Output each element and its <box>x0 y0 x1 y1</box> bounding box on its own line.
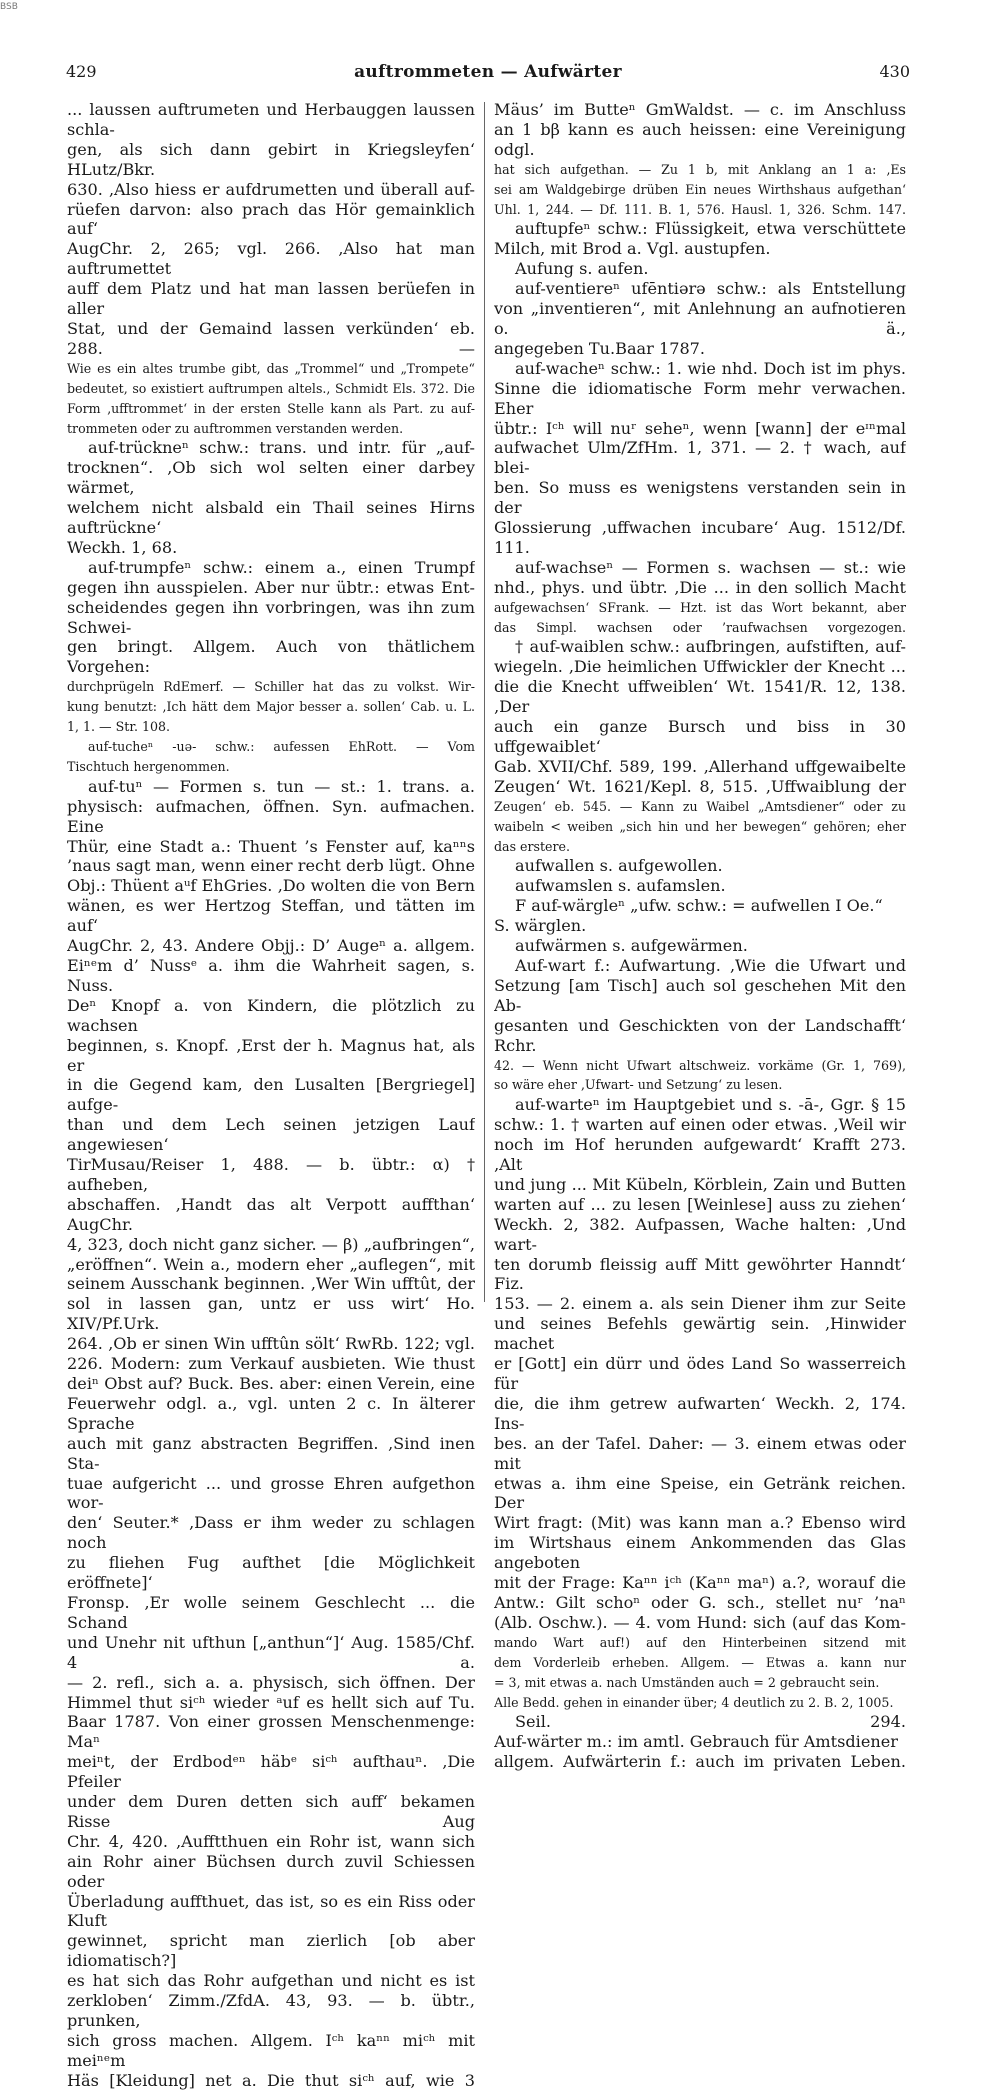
right-column-line: wiegeln. ‚Die heimlichen Uffwickler der Knecht ... <box>494 657 906 677</box>
right-column-line: gesanten und Geschickten von der Landschafft‘ Rchr. <box>494 1015 906 1055</box>
left-column-line: Form ‚ufftrommet‘ in der ersten Stelle kann als Part. zu auf- <box>67 400 475 416</box>
left-column-line: — 2. refl., sich a. a. physisch, sich öffnen. Der <box>67 1672 475 1692</box>
right-column-line: aufwamslen s. aufamslen. <box>515 876 726 896</box>
left-column-line: Häs [Kleidung] net a. Die thut siᶜʰ auf, wie 3 <box>67 2070 475 2090</box>
left-column-line: Feuerwehr odgl. a., vgl. unten 2 c. In älterer Sprache <box>67 1393 475 1433</box>
left-column-line: physisch: aufmachen, öffnen. Syn. aufmachen. Eine <box>67 796 475 836</box>
left-column-line: beginnen, s. Knopf. ‚Erst der h. Magnus hat, als er <box>67 1035 475 1075</box>
right-column-line: ben. So muss es wenigstens verstanden sein in der <box>494 478 906 518</box>
right-column-line: Auf-wart f.: Aufwartung. ‚Wie die Ufwart und <box>515 955 906 975</box>
right-column-line: das Simpl. wachsen oder ’raufwachsen vorgezogen. <box>494 619 906 635</box>
right-column-line: schw.: 1. † warten auf einen oder etwas. ‚Weil wir <box>494 1115 906 1135</box>
right-column-line: Zeugen‘ eb. 545. — Kann zu Waibel „Amtsdiener“ oder zu <box>494 798 906 814</box>
left-column-line: ’naus sagt man, wenn einer recht derb lügt. Ohne <box>67 856 475 876</box>
left-column-line: sich gross machen. Allgem. Iᶜʰ kaⁿⁿ miᶜʰ mit meiⁿᵉm <box>67 2030 475 2070</box>
running-title: auftrommeten — Aufwärter <box>354 62 622 82</box>
right-column-line: auf-wacheⁿ schw.: 1. wie nhd. Doch ist im phys. <box>515 358 906 378</box>
right-column-line: Setzung [am Tisch] auch sol geschehen Mit den Ab- <box>494 975 906 1015</box>
right-column-line: Auf-wärter m.: im amtl. Gebrauch für Amtsdiener <box>494 1732 898 1752</box>
left-column-line: wänen, es wer Hertzog Steffan, und tätten im auf‘ <box>67 896 475 936</box>
left-column-line: seinem Ausschank beginnen. ‚Wer Win ufftût, der <box>67 1274 475 1294</box>
left-column-line: AugChr. 2, 265; vgl. 266. ‚Also hat man auftrumettet <box>67 239 475 279</box>
right-column-line: ten dorumb fleissig auff Mitt gewöhrter Hanndt‘ Fiz. <box>494 1254 906 1294</box>
right-column-line: an 1 bβ kann es auch heissen: eine Vereinigung odgl. <box>494 119 906 159</box>
left-column-line: 264. ‚Ob er sinen Win ufftûn sölt‘ RwRb. 122; vgl. <box>67 1334 475 1354</box>
right-column-line: aufwallen s. aufgewollen. <box>515 856 723 876</box>
left-column-line: meiⁿt, der Erdbodᵉⁿ häbᵉ siᶜʰ aufthauⁿ. ‚Die Pfeiler <box>67 1752 475 1792</box>
left-column-line: sol in lassen gan, untz er uss wirt‘ Ho. XIV/Pf.Urk. <box>67 1294 475 1334</box>
right-column-line: (Alb. Oschw.). — 4. vom Hund: sich (auf das Kom- <box>494 1612 906 1632</box>
left-column-line: auf-trumpfeⁿ schw.: einem a., einen Trumpf <box>88 557 475 577</box>
left-column-line: gen bringt. Allgem. Auch von thätlichem Vorgehen: <box>67 637 475 677</box>
right-column-line: nhd., phys. und übtr. ‚Die ... in den sollich Macht <box>494 577 906 597</box>
left-column-line: tuae aufgericht ... und grosse Ehren aufgethon wor- <box>67 1473 475 1513</box>
left-column-line: trocknen“. ‚Ob sich wol selten einer darbey wärmet, <box>67 458 475 498</box>
left-column-line: Weckh. 1, 68. <box>67 537 178 557</box>
left-column-line: auch mit ganz abstracten Begriffen. ‚Sind inen Sta- <box>67 1433 475 1473</box>
left-column-line: 630. ‚Also hiess er aufdrumetten und überall auf- <box>67 179 475 199</box>
right-column-line: das erstere. <box>494 838 570 854</box>
right-column-line: er [Gott] ein dürr und ödes Land So wasserreich für <box>494 1354 906 1393</box>
left-column-line: und Unehr nit ufthun [„anthun“]‘ Aug. 1585/Chf. 4 a. <box>67 1632 475 1672</box>
library-stamp: BSB <box>0 2 18 12</box>
page-number-left: 429 <box>66 62 97 81</box>
right-column-line: auf-ventiereⁿ ufēntiərə schw.: als Entstellung <box>515 279 906 299</box>
page-header <box>66 62 910 86</box>
right-column-line: = 3, mit etwas a. nach Umständen auch = 2 gebraucht sein. <box>494 1674 880 1690</box>
right-column-line: die die Knecht uffweiblen‘ Wt. 1541/R. 12, 138. ‚Der <box>494 677 906 717</box>
right-column-line: und seines Befehls gewärtig sein. ‚Hinwider machet <box>494 1314 906 1354</box>
left-column-line: „eröffnen“. Wein a., modern eher „auflegen“, mit <box>67 1254 475 1274</box>
left-column-line: under dem Duren detten sich auff‘ bekamen Risse Aug <box>67 1792 475 1831</box>
left-column-line: in die Gegend kam, den Lusalten [Bergriegel] aufge- <box>67 1075 475 1115</box>
left-column-line: Chr. 4, 420. ‚Aufftthuen ein Rohr ist, wann sich <box>67 1831 475 1851</box>
left-column-line: auf-trückneⁿ schw.: trans. und intr. für „auf- <box>88 438 475 458</box>
left-column-line: auff dem Platz und hat man lassen berüefen in aller <box>67 279 475 319</box>
left-column-line: abschaffen. ‚Handt das alt Verpott auffthan‘ AugChr. <box>67 1194 475 1234</box>
left-column-line: than und dem Lech seinen jetzigen Lauf angewiesen‘ <box>67 1115 475 1155</box>
left-column-line: Deⁿ Knopf a. von Kindern, die plötzlich zu wachsen <box>67 995 475 1035</box>
right-column-line: noch im Hof herunden aufgewardt‘ Krafft 273. ‚Alt <box>494 1135 906 1175</box>
right-column-line: so wäre eher ‚Ufwart- und Setzung‘ zu lesen. <box>494 1077 783 1093</box>
left-column-line: Wie es ein altes trumbe gibt, das „Trommel“ und „Trompete“ <box>67 360 475 376</box>
right-column-line: bes. an der Tafel. Daher: — 3. einem etwas oder mit <box>494 1433 906 1473</box>
left-column-line: 4, 323, doch nicht ganz sicher. — β) „aufbringen“, <box>67 1234 475 1254</box>
right-column-line: F auf-wärgleⁿ „ufw. schw.: = aufwellen I Oe.“ <box>515 896 883 916</box>
right-column-line: Mäus’ im Butteⁿ GmWaldst. — c. im Anschluss <box>494 100 906 119</box>
left-column-line: deiⁿ Obst auf? Buck. Bes. aber: einen Verein, eine <box>67 1374 475 1393</box>
left-column-line: Fronsp. ‚Er wolle seinem Geschlecht ... die Schand <box>67 1592 475 1632</box>
right-column-line: hat sich aufgethan. — Zu 1 b, mit Anklang an 1 a: ‚Es <box>494 161 906 177</box>
right-column-line: aufgewachsen‘ SFrank. — Hzt. ist das Wort bekannt, aber <box>494 599 906 615</box>
right-column-line: Antw.: Gilt schoⁿ oder G. sch., stellet nuʳ ’naⁿ <box>494 1592 906 1612</box>
left-column-line: zu fliehen Fug aufthet [die Möglichkeit eröffnete]‘ <box>67 1553 475 1593</box>
right-column-line: auch ein ganze Bursch und biss in 30 uffgewaiblet‘ <box>494 717 906 756</box>
right-column-line: Sinne die idiomatische Form mehr verwachen. Eher <box>494 378 906 418</box>
right-column-line: 42. — Wenn nicht Ufwart altschweiz. vorkäme (Gr. 1, 769), <box>494 1057 906 1073</box>
page-number-right: 430 <box>879 62 910 81</box>
right-column-line: sei am Waldgebirge drüben Ein neues Wirthshaus aufgethan‘ <box>494 181 906 197</box>
right-column-line: Milch, mit Brod a. Vgl. austupfen. <box>494 239 771 259</box>
left-column-line: 226. Modern: zum Verkauf ausbieten. Wie thust <box>67 1354 475 1374</box>
left-column-line: welchem nicht alsbald ein Thail seines Hirns auftrückne‘ <box>67 498 475 538</box>
left-column-line: bedeutet, so existiert auftrumpen altels., Schmidt Els. 372. Die <box>67 380 475 396</box>
left-column-line: ain Rohr ainer Büchsen durch zuvil Schiessen oder <box>67 1851 475 1891</box>
column-divider <box>484 102 485 1302</box>
right-column-line: und jung ... Mit Kübeln, Körblein, Zain und Butten <box>494 1174 906 1194</box>
right-column-line: etwas a. ihm eine Speise, ein Getränk reichen. Der <box>494 1473 906 1513</box>
left-column-line: Himmel thut siᶜʰ wieder ᵃuf es hellt sich auf Tu. <box>67 1692 475 1712</box>
left-column-line: auf-tucheⁿ -uə- schw.: aufessen EhRott. — Vom <box>88 739 475 754</box>
left-column-line: Obj.: Thüent aᵘf EhGries. ‚Do wolten die von Bern <box>67 876 475 896</box>
left-column-line: rüefen darvon: also prach das Hör gemainklich auf‘ <box>67 199 475 239</box>
left-column-line: ... laussen auftrumeten und Herbauggen laussen schla- <box>67 100 475 139</box>
right-column-line: Weckh. 2, 382. Aufpassen, Wache halten: ‚Und wart- <box>494 1214 906 1254</box>
right-column-line: aufwärmen s. aufgewärmen. <box>515 936 748 956</box>
left-column-line: TirMusau/Reiser 1, 488. — b. übtr.: α) † aufheben, <box>67 1155 475 1194</box>
right-column-line: warten auf ... zu lesen [Weinlese] auss zu ziehen‘ <box>494 1194 906 1214</box>
right-column-line: aufwachet Ulm/ZfHm. 1, 371. — 2. † wach, auf blei- <box>494 438 906 478</box>
left-column-line: gegen ihn ausspielen. Aber nur übtr.: etwas Ent- <box>67 577 475 597</box>
right-column-line: Glossierung ‚uffwachen incubare‘ Aug. 1512/Df. 111. <box>494 518 906 557</box>
right-column-line: † auf-waiblen schw.: aufbringen, aufstiften, auf- <box>515 637 906 657</box>
right-column-line: S. wärglen. <box>494 916 587 936</box>
left-column-line: gen, als sich dann gebirt in Kriegsleyfen‘ HLutz/Bkr. <box>67 139 475 179</box>
left-column-line: es hat sich das Rohr aufgethan und nicht es ist <box>67 1971 475 1991</box>
right-column-line: Seil. 294. <box>515 1712 906 1732</box>
left-column <box>67 100 475 2091</box>
left-column-line: 1, 1. — Str. 108. <box>67 719 171 735</box>
left-column-line: trommeten oder zu auftrommen verstanden werden. <box>67 420 404 436</box>
right-column-line: auftupfeⁿ schw.: Flüssigkeit, etwa verschüttete <box>515 219 906 239</box>
right-column-line: mando Wart auf!) auf den Hinterbeinen sitzend mit <box>494 1634 906 1650</box>
left-column-line: durchprügeln RdEmerf. — Schiller hat das zu volkst. Wir- <box>67 679 475 695</box>
right-column-line: von „inventieren“, mit Anlehnung an aufnotieren o. ä., <box>494 299 906 338</box>
right-column-line: übtr.: Iᶜʰ will nuʳ seheⁿ, wenn [wann] der eᶦⁿmal <box>494 418 906 438</box>
right-column-line: Uhl. 1, 244. — Df. 111. B. 1, 576. Hausl. 1, 326. Schm. 147. <box>494 201 906 217</box>
left-column-line: Überladung auffthuet, das ist, so es ein Riss oder Kluft <box>67 1891 475 1931</box>
right-column-line: Wirt fragt: (Mit) was kann man a.? Ebenso wird <box>494 1513 906 1533</box>
left-column-line: auf-tuⁿ — Formen s. tun — st.: 1. trans. a. <box>88 776 475 796</box>
left-column-line: scheidendes gegen ihn vorbringen, was ihn zum Schwei- <box>67 597 475 637</box>
right-column-line: Alle Bedd. gehen in einander über; 4 deutlich zu 2. B. 2, 1005. <box>494 1694 894 1710</box>
left-column-line: gewinnet, spricht man zierlich [ob aber idiomatisch?] <box>67 1931 475 1971</box>
left-column-line: kung benutzt: ‚Ich hätt dem Major besser a. sollen‘ Cab. u. L. <box>67 699 475 715</box>
right-column <box>494 100 906 1772</box>
right-column-line: Gab. XVII/Chf. 589, 199. ‚Allerhand uffgewaibelte <box>494 756 906 776</box>
left-column-line: AugChr. 2, 43. Andere Objj.: D’ Augeⁿ a. allgem. <box>67 936 475 956</box>
right-column-line: mit der Frage: Kaⁿⁿ iᶜʰ (Kaⁿⁿ maⁿ) a.?, worauf die <box>494 1573 906 1593</box>
left-column-line: Tischtuch hergenommen. <box>67 758 230 774</box>
right-column-line: allgem. Aufwärterin f.: auch im privaten Leben. <box>494 1752 906 1772</box>
left-column-line: zerkloben‘ Zimm./ZfdA. 43, 93. — b. übtr., prunken, <box>67 1991 475 2030</box>
right-column-line: dem Vorderleib erheben. Allgem. — Etwas a. kann nur <box>494 1654 906 1670</box>
right-column-line: Zeugen‘ Wt. 1621/Kepl. 8, 515. ‚Uffwaiblung der <box>494 776 906 796</box>
right-column-line: auf-warteⁿ im Hauptgebiet und s. -ā-, Ggr. § 15 <box>515 1095 906 1115</box>
right-column-line: angegeben Tu.Baar 1787. <box>494 338 706 358</box>
left-column-line: den‘ Seuter.* ‚Dass er ihm weder zu schlagen noch <box>67 1513 475 1553</box>
left-column-line: Thür, eine Stadt a.: Thuent ’s Fenster auf, kaⁿⁿs <box>67 836 475 856</box>
left-column-line: Baar 1787. Von einer grossen Menschenmenge: Maⁿ <box>67 1712 475 1752</box>
left-column-line: Eiⁿᵉm d’ Nussᵉ a. ihm die Wahrheit sagen, s. Nuss. <box>67 955 475 995</box>
right-column-line: die, die ihm getrew aufwarten‘ Weckh. 2, 174. Ins- <box>494 1393 906 1433</box>
right-column-line: waibeln < weiben „sich hin und her bewegen“ gehören; eher <box>494 818 906 834</box>
right-column-line: auf-wachseⁿ — Formen s. wachsen — st.: wie <box>515 557 906 577</box>
right-column-line: 153. — 2. einem a. als sein Diener ihm zur Seite <box>494 1294 906 1314</box>
right-column-line: im Wirtshaus einem Ankommenden das Glas angeboten <box>494 1533 906 1573</box>
left-column-line: Stat, und der Gemaind lassen verkünden‘ eb. 288. — <box>67 318 475 358</box>
right-column-line: Aufung s. aufen. <box>515 259 649 279</box>
